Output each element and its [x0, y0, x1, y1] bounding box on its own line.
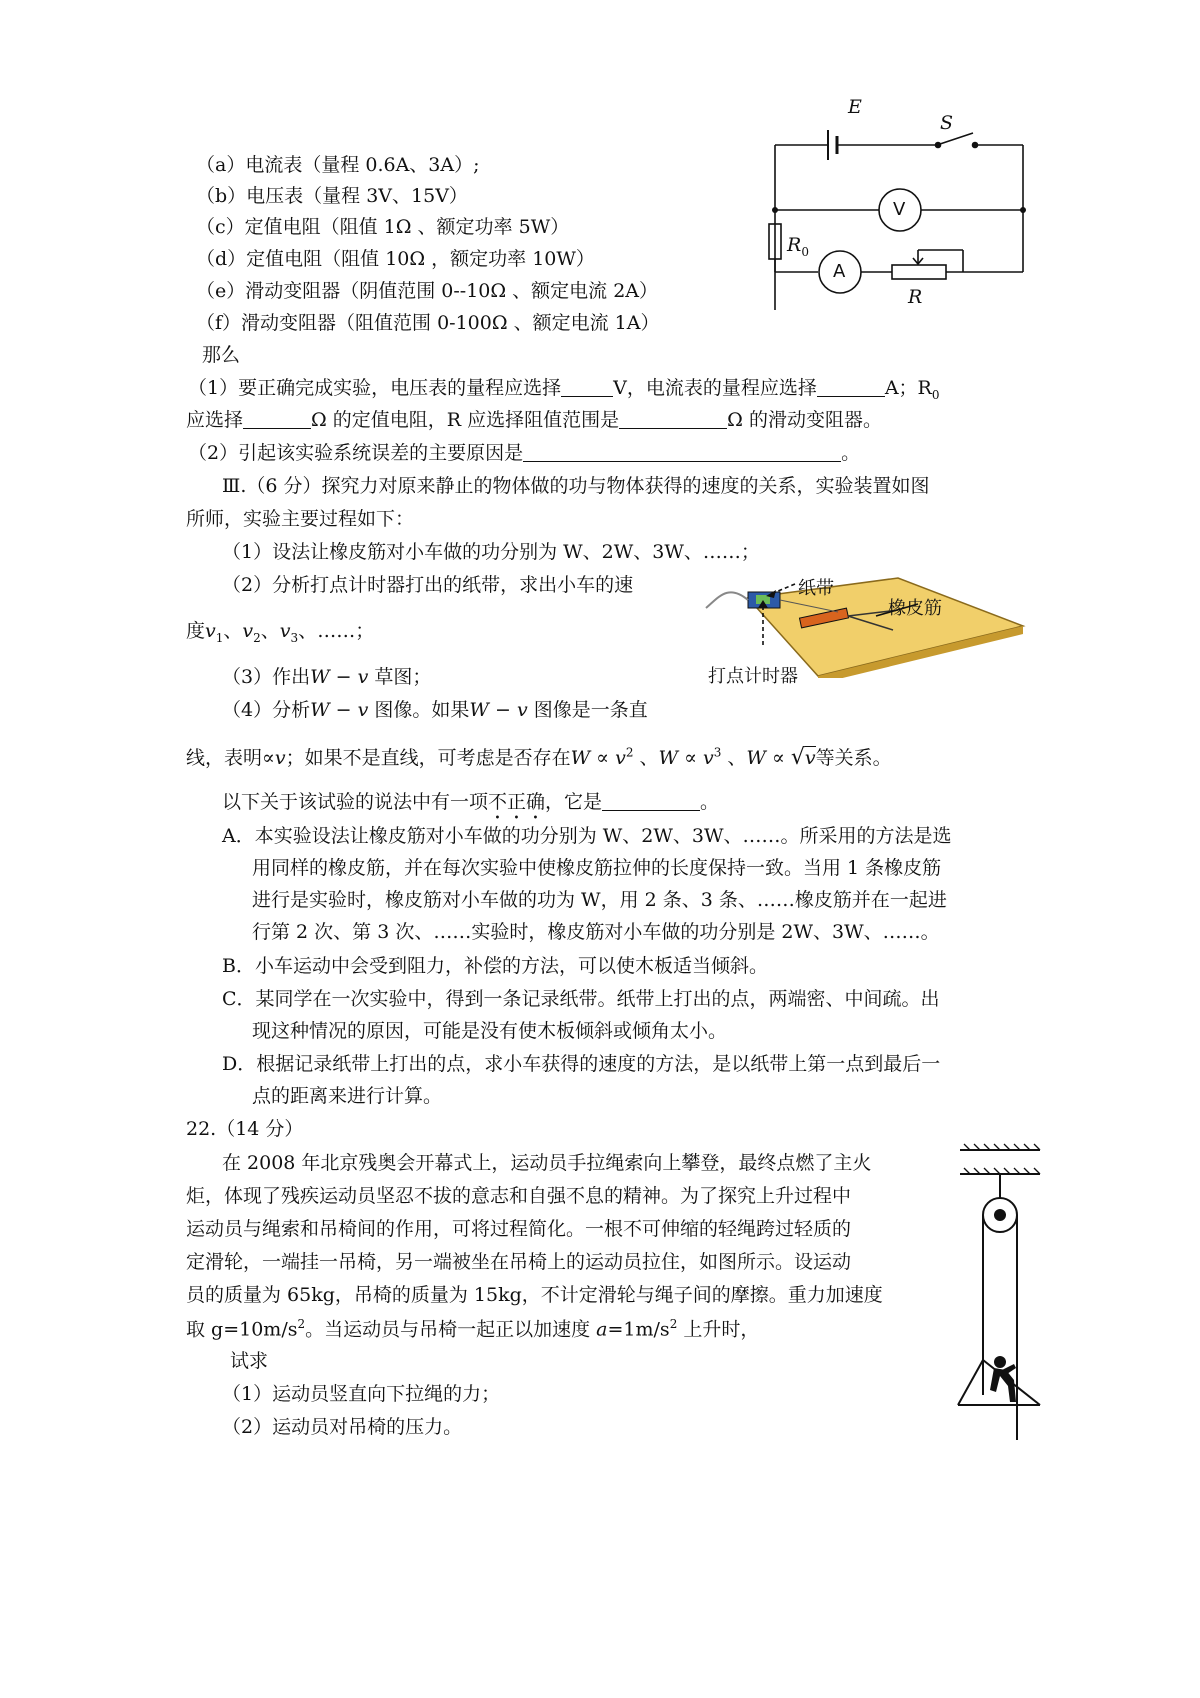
equipment-c: （c）定值电阻（阻值 1Ω 、额定功率 5W） — [196, 216, 570, 238]
q22-line1: 在 2008 年北京残奥会开幕式上，运动员手拉绳索向上攀登，最终点燃了主火 — [222, 1152, 872, 1174]
apparatus-figure — [688, 568, 1028, 678]
q22-line4: 定滑轮，一端挂一吊椅，另一端被坐在吊椅上的运动员拉住，如图所示。设运动 — [186, 1251, 852, 1273]
option-a-line1: A．本实验设法让橡皮筋对小车做的功分别为 W、2W、3W、……。所采用的方法是选 — [222, 825, 952, 847]
equipment-d: （d）定值电阻（阻值 10Ω ，额定功率 10W） — [196, 248, 595, 270]
label-A: A — [833, 261, 846, 282]
label-V: V — [893, 199, 906, 220]
option-c-line2: 现这种情况的原因，可能是没有使木板倾斜或倾角太小。 — [252, 1020, 728, 1042]
blank-r-range[interactable] — [619, 410, 727, 429]
equipment-f: （f）滑动变阻器（阻值范围 0-100Ω 、额定电流 1A） — [196, 312, 660, 334]
equipment-b: （b）电压表（量程 3V、15V） — [196, 185, 468, 207]
blank-error-reason[interactable] — [523, 443, 841, 462]
label-R0: $R_0$ — [787, 234, 809, 259]
q22-line6: 取 $g=10m/s^2$。当运动员与吊椅一起正以加速度 $a=1m/s^2$ 上升时， — [186, 1317, 760, 1341]
option-a-line4: 行第 2 次、第 3 次、……实验时，橡皮筋对小车做的功分别是 2W、3W、……。 — [252, 921, 940, 943]
step-3: （3）作出W − v 草图； — [222, 666, 432, 688]
blank-ammeter-range[interactable] — [817, 378, 885, 397]
part-iii-heading: Ⅲ.（6 分）探究力对原来静止的物体做的功与物体获得的速度的关系，实验装置如图 — [222, 475, 930, 497]
q22-line2: 炬，体现了残疾运动员坚忍不拔的意志和自强不息的精神。为了探究上升过程中 — [186, 1185, 852, 1207]
question-1-line2: 应选择 Ω 的定值电阻，R 应选择阻值范围是 Ω 的滑动变阻器。 — [186, 409, 882, 431]
q22-sub2: （2）运动员对吊椅的压力。 — [222, 1416, 463, 1438]
option-a-line2: 用同样的橡皮筋，并在每次实验中使橡皮筋拉伸的长度保持一致。当用 1 条橡皮筋 — [252, 857, 942, 879]
q22-shiqiu: 试求 — [230, 1350, 269, 1372]
question-2: （2）引起该实验系统误差的主要原因是 。 — [188, 442, 861, 464]
q22-line3: 运动员与绳索和吊椅间的作用，可将过程简化。一根不可伸缩的轻绳跨过轻质的 — [186, 1218, 852, 1240]
label-jishiqi: 打点计时器 — [708, 666, 798, 687]
step-2-velocities: 度$v_1$、$v_2$、$v_3$、……； — [186, 620, 375, 645]
blank-incorrect-option[interactable] — [602, 792, 700, 811]
part-iii-question: 以下关于该试验的说法中有一项不正确，它是 。 — [222, 791, 720, 813]
equipment-e: （e）滑动变阻器（阴值范围 0--10Ω 、额定电流 2A） — [196, 280, 659, 302]
step-4: （4）分析W − v 图像。如果W − v 图像是一条直 — [222, 699, 648, 721]
option-d-line2: 点的距离来进行计算。 — [252, 1085, 443, 1107]
option-a-line3: 进行是实验时，橡皮筋对小车做的功为 W，用 2 条、3 条、……橡皮筋并在一起进 — [252, 889, 947, 911]
option-d-line1: D．根据记录纸带上打出的点，求小车获得的速度的方法，是以纸带上第一点到最后一 — [222, 1053, 941, 1075]
blank-voltmeter-range[interactable] — [561, 378, 613, 397]
equipment-a: （a）电流表（量程 0.6A、3A）; — [196, 154, 480, 176]
label-R: R — [908, 286, 923, 308]
label-E: E — [848, 96, 862, 118]
part-iii-heading-2: 所师，实验主要过程如下： — [186, 508, 415, 530]
question-1-line1: （1）要正确完成实验，电压表的量程应选择 V，电流表的量程应选择 A；$R_0$ — [188, 377, 940, 402]
question-22-number: 22.（14 分） — [186, 1118, 304, 1140]
option-c-line1: C．某同学在一次实验中，得到一条记录纸带。纸带上打出的点，两端密、中间疏。出 — [222, 988, 940, 1010]
pulley-figure — [950, 1140, 1050, 1440]
q22-sub1: （1）运动员竖直向下拉绳的力； — [222, 1383, 501, 1405]
label-zhidai: 纸带 — [798, 578, 834, 599]
namo: 那么 — [202, 344, 241, 366]
step-2: （2）分析打点计时器打出的纸带，求出小车的速 — [222, 574, 634, 596]
blank-r0[interactable] — [243, 410, 311, 429]
step-1: （1）设法让橡皮筋对小车做的功分别为 W、2W、3W、……； — [222, 541, 760, 563]
step-5: 线，表明∝v；如果不是直线，可考虑是否存在$W \propto v^2$ 、$W \propto v^3$ 、W ∝ √v等关系。 — [186, 745, 892, 770]
label-xiangpijin: 橡皮筋 — [888, 598, 942, 619]
option-b: B．小车运动中会受到阻力，补偿的方法，可以使木板适当倾斜。 — [222, 955, 768, 977]
q22-line5: 员的质量为 65kg，吊椅的质量为 15kg，不计定滑轮与绳子间的摩擦。重力加速度 — [186, 1284, 883, 1306]
label-S: S — [940, 112, 954, 134]
